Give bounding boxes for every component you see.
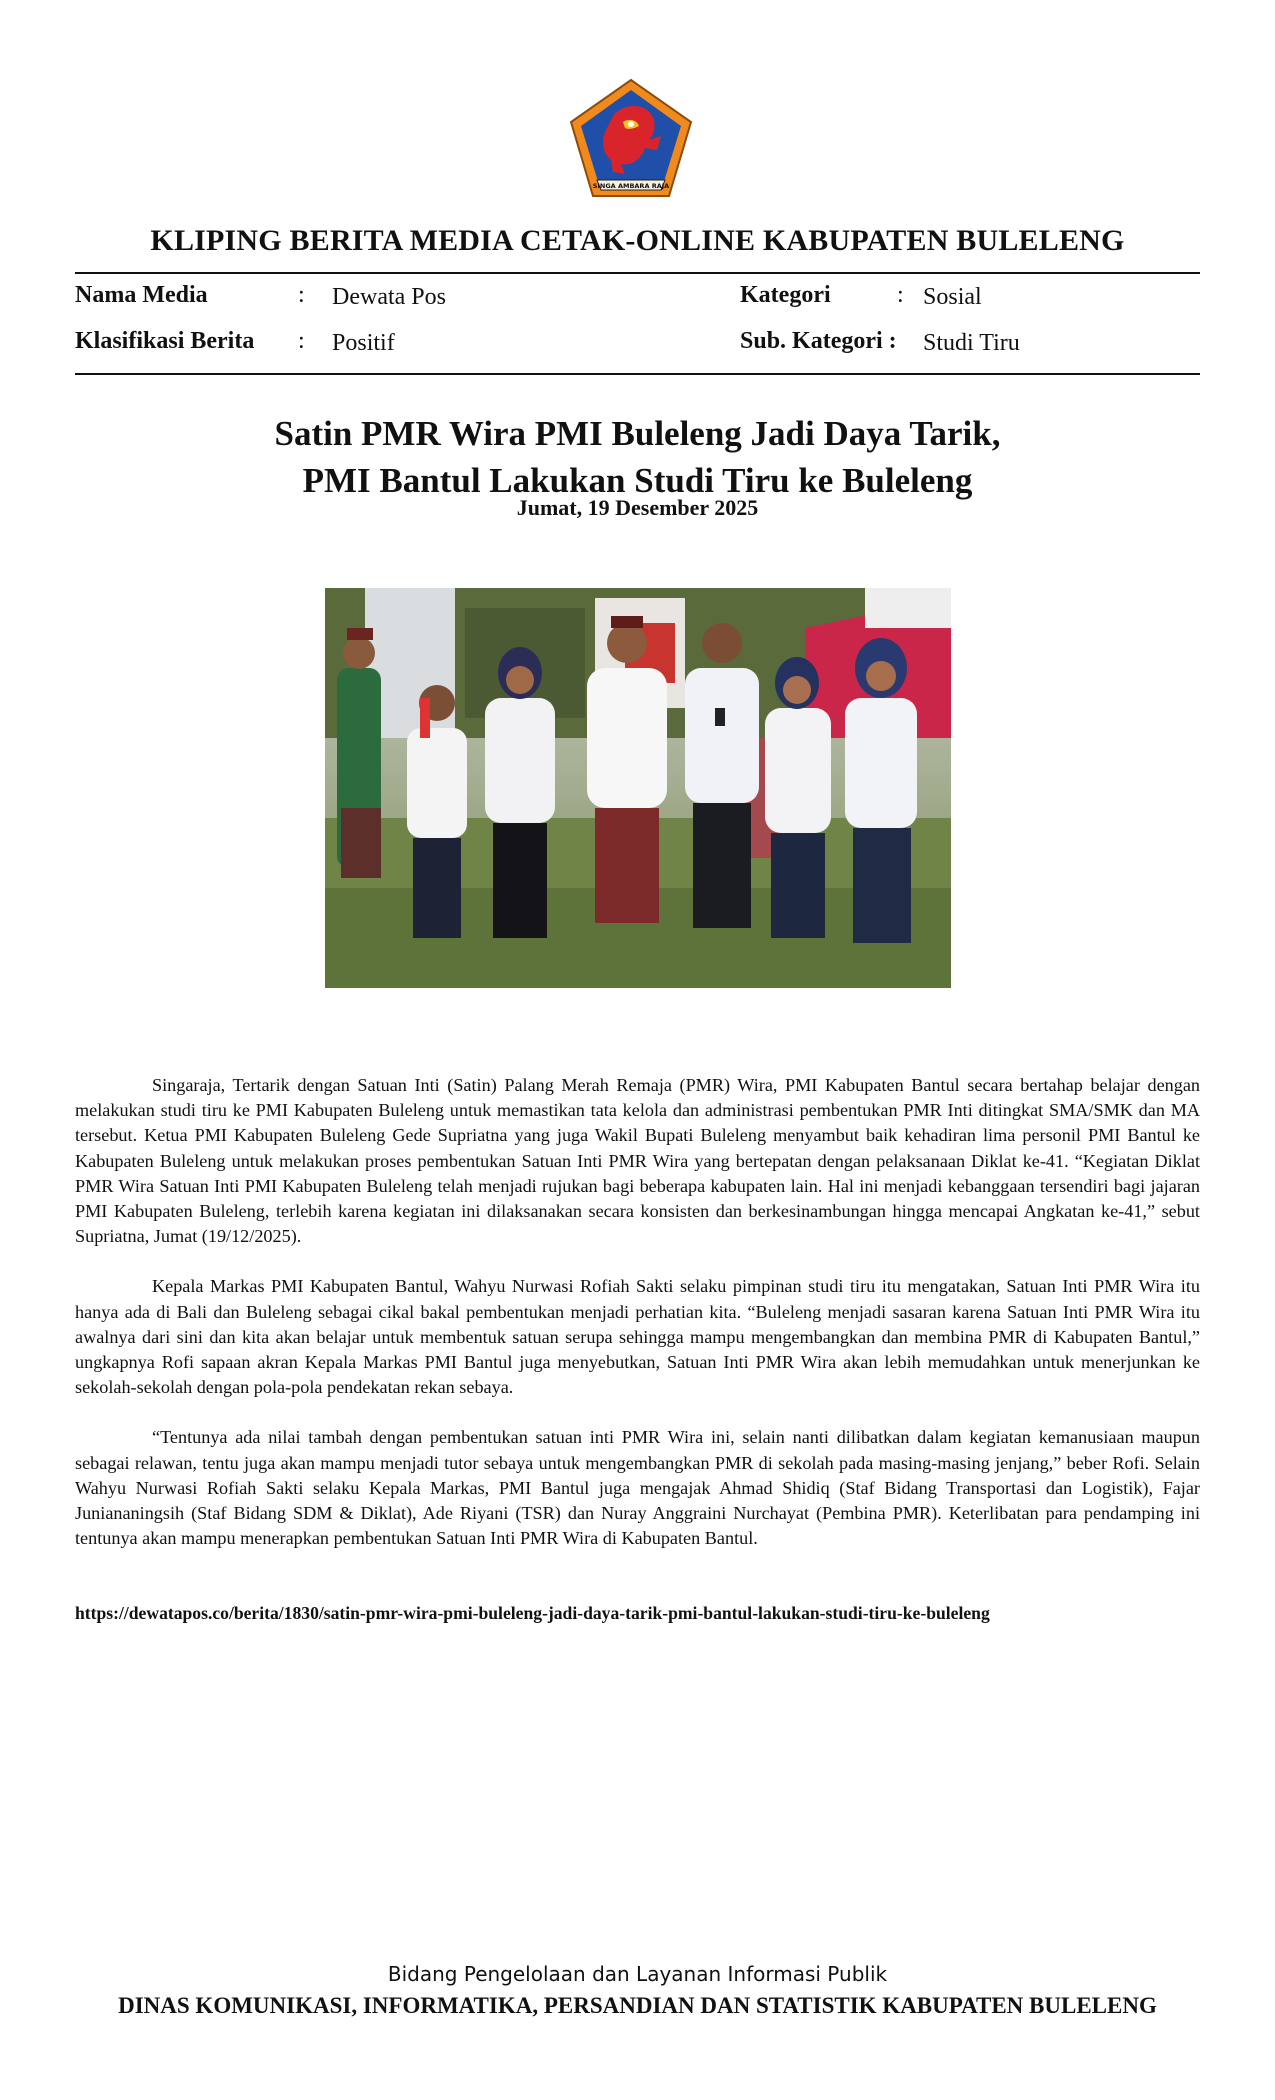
media-colon: : bbox=[298, 282, 305, 308]
article-photo bbox=[325, 588, 951, 988]
article-title bbox=[0, 410, 1275, 504]
buleleng-emblem-logo bbox=[565, 76, 697, 200]
article-title-line-2: PMI Bantul Lakukan Studi Tiru ke Buleleng bbox=[302, 461, 973, 500]
article-body bbox=[75, 1073, 1200, 1576]
klasifikasi-value: Positif bbox=[332, 330, 395, 356]
divider-top bbox=[75, 272, 1200, 274]
klasifikasi-label: Klasifikasi Berita bbox=[75, 328, 255, 354]
media-value: Dewata Pos bbox=[332, 284, 446, 310]
article-paragraph-1: Singaraja, Tertarik dengan Satuan Inti (Satin) Palang Merah Remaja (PMR) Wira, PMI Kabupaten Bantul secara bertahap belajar dengan melakukan studi tiru ke PMI Kabupaten Buleleng untuk memastikan tata kelola dan administrasi pembentukan PMR Inti ditingkat SMA/SMK dan MA tersebut. Ketua PMI Kabupaten Buleleng Gede Supriatna yang juga Wakil Bupati Buleleng menyambut baik kehadiran lima personil PMI Bantul ke Kabupaten Buleleng untuk melakukan proses pembentukan Satuan Inti PMR Wira yang bertepatan dengan pelaksanaan Diklat ke-41. “Kegiatan Diklat PMR Wira Satuan Inti PMI Kabupaten Buleleng telah menjadi rujukan bagi beberapa kabupaten lain. Hal ini menjadi kebanggaan tersendiri bagi jajaran PMI Kabupaten Buleleng, terlebih karena kegiatan ini dilaksanakan secara konsisten dan berkesinambungan hingga mencapai Angkatan ke-41,” sebut Supriatna, Jumat (19/12/2025). bbox=[75, 1075, 1200, 1247]
article-paragraph-2: Kepala Markas PMI Kabupaten Bantul, Wahyu Nurwasi Rofiah Sakti selaku pimpinan studi tiru itu mengatakan, Satuan Inti PMR Wira itu hanya ada di Bali dan Buleleng sebagai cikal bakal pembentukan menjadi perhatian kita. “Buleleng menjadi sasaran karena Satuan Inti PMR Wira itu awalnya dari sini dan kita akan belajar untuk membentuk satuan serupa sehingga mampu mengembangkan dan membina PMR di Kabupaten Bantul,” ungkapnya Rofi sapaan akran Kepala Markas PMI Bantul juga menyebutkan, Satuan Inti PMR Wira akan lebih memudahkan untuk menerjunkan ke sekolah-sekolah dengan pola-pola pendekatan rekan sebaya. bbox=[75, 1276, 1200, 1398]
footer-agency: DINAS KOMUNIKASI, INFORMATIKA, PERSANDIAN DAN STATISTIK KABUPATEN BULELENG bbox=[118, 1993, 1157, 2018]
kategori-label: Kategori bbox=[740, 282, 831, 308]
page-header-title: KLIPING BERITA MEDIA CETAK-ONLINE KABUPATEN BULELENG bbox=[150, 224, 1125, 257]
kategori-value: Sosial bbox=[923, 284, 982, 310]
footer-department: Bidang Pengelolaan dan Layanan Informasi Publik bbox=[387, 1962, 888, 1986]
article-title-line-1: Satin PMR Wira PMI Buleleng Jadi Daya Tarik, bbox=[274, 414, 1001, 453]
divider-bottom bbox=[75, 373, 1200, 375]
logo-motto: SINGA AMBARA RAJA bbox=[592, 182, 670, 190]
subkategori-label: Sub. Kategori : bbox=[740, 328, 897, 354]
article-date: Jumat, 19 Desember 2025 bbox=[516, 495, 759, 520]
source-url-link[interactable]: https://dewatapos.co/berita/1830/satin-pmr-wira-pmi-buleleng-jadi-daya-tarik-pmi-bantul-lakukan-studi-tiru-ke-buleleng bbox=[75, 1603, 990, 1623]
media-label: Nama Media bbox=[75, 282, 208, 308]
kategori-colon: : bbox=[897, 282, 904, 308]
subkategori-value: Studi Tiru bbox=[923, 330, 1020, 356]
klasifikasi-colon: : bbox=[298, 328, 305, 354]
article-paragraph-3: “Tentunya ada nilai tambah dengan pembentukan satuan inti PMR Wira ini, selain nanti dilibatkan dalam kegiatan kemanusiaan maupun sebagai relawan, tentu juga akan mampu menjadi tutor sebaya untuk mengembangkan PMR di sekolah pada masing-masing jenjang,” beber Rofi. Selain Wahyu Nurwasi Rofiah Sakti selaku Kepala Markas, PMI Bantul juga mengajak Ahmad Shidiq (Staf Bidang Transportasi dan Logistik), Fajar Juniananingsih (Staf Bidang SDM & Diklat), Ade Riyani (TSR) dan Nuray Anggraini Nurchayat (Pembina PMR). Keterlibatan para pendamping ini tentunya akan mampu menerapkan pembentukan Satuan Inti PMR Wira di Kabupaten Bantul. bbox=[75, 1427, 1200, 1549]
